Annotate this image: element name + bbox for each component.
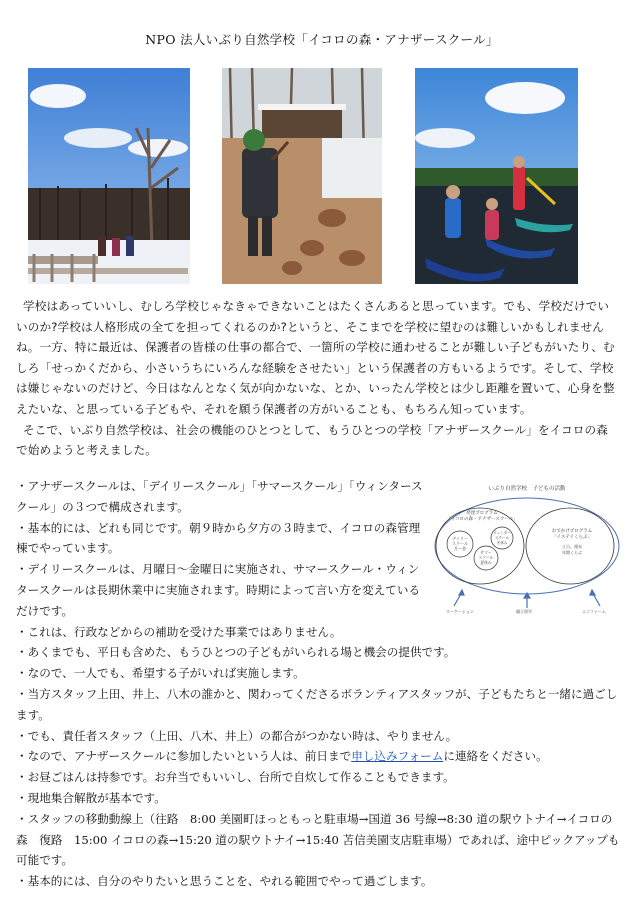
list-item: ・当方スタッフ上田、井上、八木の誰かと、関わってくださるボランティアスタッフが、子どもたちと一緒に過ごします。 [16, 686, 618, 722]
child-chopping-wood-photo [222, 68, 382, 284]
diagram-right-program: おでかけプログラム [551, 529, 593, 534]
kayaking-river-photo [415, 68, 578, 284]
diagram-arrow-label-3: エコファーム [582, 609, 606, 614]
diagram-daily-1: デイリー [452, 536, 468, 541]
list-item: ・お昼ごはんは持参です。お弁当でもいいし、台所で自炊して作ることもできます。 [16, 770, 455, 785]
list-item: ・デイリースクールは、月曜日〜金曜日に実施され、サマースクール・ウィンタースクールは長期休業中に実施されます。時期によって言い方を変えているだけです。 [16, 562, 421, 618]
diagram-winter-3: 冬休み [496, 541, 508, 545]
list-item: ・基本的には、どれも同じです。朝９時から夕方の３時まで、イコロの森管理棟でやっています。 [16, 520, 421, 556]
list-item: ・基本的には、自分のやりたいと思うことを、やれる範囲でやって過ごします。 [16, 874, 433, 889]
page-title: NPO 法人いぶり自然学校「イコロの森・アナザースクール」 [145, 32, 499, 47]
diagram-arrow-label-1: ワーケーション [446, 609, 474, 614]
list-item-form [16, 746, 620, 767]
snowy-forest-photo [28, 68, 190, 284]
diagram-summer-3: 夏休み [480, 560, 492, 565]
diagram-left-program: 発達プログラム [466, 511, 498, 516]
list-item: ・これは、行政などからの補助を受けた事業ではありません。 [16, 624, 342, 639]
intro-paragraph-1: 学校はあっていいし、むしろ学校じゃなきゃできないことはたくさんあると思っています。でも、学校だけでいいのか?学校は人格形成の全てを担ってくれるのか?というと、そこまでを学校に望むのは難しいかもしれませんね。一方、特に最近は、保護者の皆様の仕事の都合で、一箇所の学校に通わせることが難しい子どもがいたり、むしろ「せっかくだから、小さいうちにいろんな経験をさせたい」という保護者の方もいるようです。そして、学校は嫌じゃないのだけど、今日はなんとなく気が向かないな、とか、いったん学校とは少し距離を置いて、心身を整えたいな、と思っている子どもや、それを願う保護者の方がいることも、もちろん知っています。 [16, 299, 615, 416]
application-form-link[interactable]: 申し込みフォーム [351, 749, 444, 764]
list-item: ・なので、一人でも、希望する子がいれば実施します。 [16, 666, 305, 681]
details-list [16, 476, 620, 892]
list-item: ・現地集合解散が基本です。 [16, 790, 166, 805]
diagram-winter-1: ウィンター [493, 531, 511, 535]
diagram-left-program-sub: 「イコロの森・アナザースクール」 [446, 517, 518, 522]
intro-text [16, 296, 616, 461]
list-item: ・スタッフの移動動線上（往路 8:00 美園町ほっともっと駐車場→国道 36 号線→8:30 道の駅ウトナイ→イコロの森 復路 15:00 イコロの森→15:20 道の駅ウトナイ→15:40 苫信美園支店駐車場）であれば、途中ピックアップも可能です。 [16, 811, 620, 868]
diagram-daily-3: 月〜金 [454, 546, 466, 551]
list-item: ・あくまでも、平日も含めた、もうひとつの子どもがいられる場と機会の提供です。 [16, 645, 456, 660]
diagram-right-program-sub: 「イステイくらぶ」 [551, 535, 593, 540]
list-item: ・アナザースクールは、「デイリースクール」「サマースクール」「ウィンタースクール」の３つで構成されます。 [16, 479, 423, 514]
diagram-arrow-label-2: 親子留学 [516, 609, 532, 614]
diagram-right-detail-2: 年間くらぶ [562, 550, 582, 555]
diagram-summer-1: サマー [480, 550, 492, 555]
diagram-summer-2: スクール [478, 555, 494, 560]
form-text-after: に連絡をください。 [443, 749, 548, 764]
diagram-daily-2: スクール [452, 541, 468, 546]
form-text-before: ・なので、アナザースクールに参加したいという人は、前日まで [16, 749, 352, 764]
diagram-winter-2: スクール [494, 536, 510, 540]
diagram-title: いぶり自然学校 子どもの活動 [488, 486, 566, 492]
intro-paragraph-2: そこで、いぶり自然学校は、社会の機能のひとつとして、もうひとつの学校「アナザースクール」をイコロの森で始めようと考えました。 [16, 422, 608, 458]
diagram-right-detail-1: 土日、週末 [562, 544, 582, 549]
list-item: ・でも、責任者スタッフ（上田、八木、井上）の都合がつかない時は、やりません。 [16, 728, 458, 743]
